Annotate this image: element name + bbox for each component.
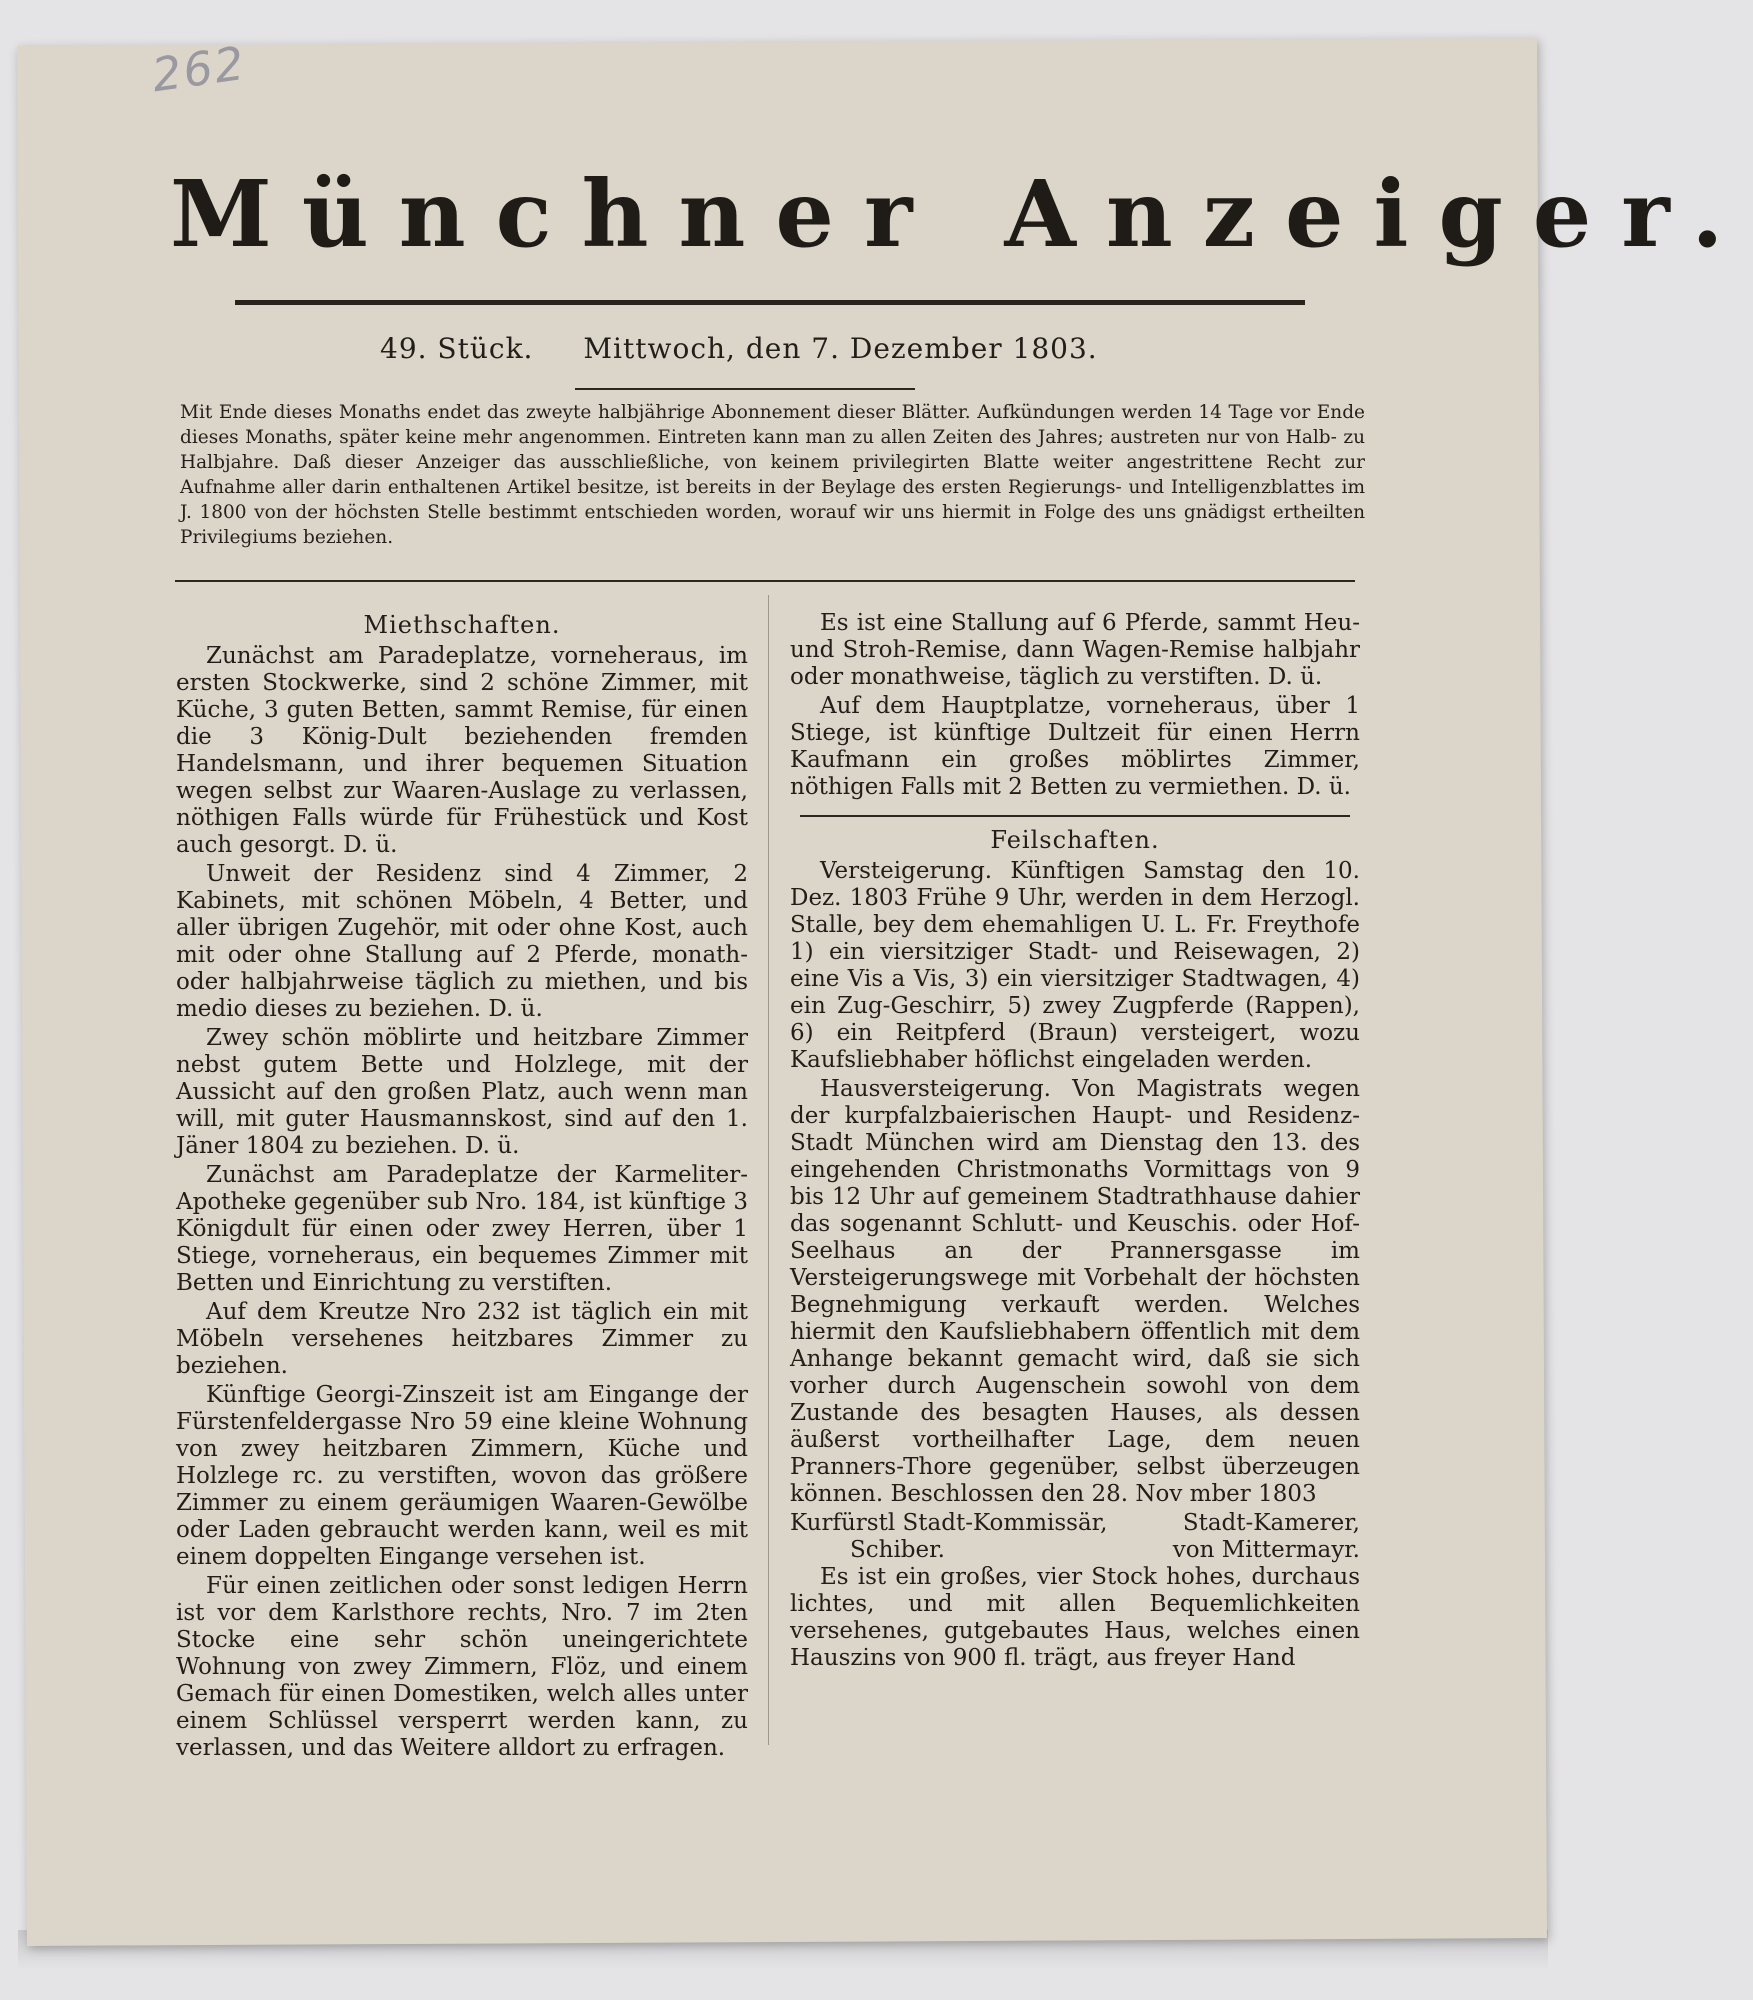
section-heading-feilschaften: Feilschaften. [990,826,1160,854]
masthead-title: Münchner Anzeiger. [170,160,1753,268]
article-paragraph: Künftige Georgi-Zinszeit ist am Eingange der Fürstenfeldergasse Nro 59 eine kleine Wohnung von zwey heitzbaren Zimmern, Küche und Holzlege rc. zu verstiften, wovon das größere Zimmer zu einem geräumigen Waaren-Gewölbe oder Laden gebraucht werden kann, weil es mit einem doppelten Eingange versehen ist. [176,1382,748,1570]
subscription-notice: Mit Ende dieses Monaths endet das zweyte halbjährige Abonnement dieser Blätter. Aufkündungen werden 14 Tage vor Ende dieses Monaths, später keine mehr angenommen. Eintreten kann man zu allen Zeiten des Jahres; austreten nur von Halb- zu Halbjahre. Daß dieser Anzeiger das ausschließliche, von keinem privilegirten Blatte weiter angestrittene Recht zur Aufnahme aller darin enthaltenen Artikel besitze, ist bereits in der Beylage des ersten Regierungs- und Intelligenzblattes im J. 1800 von der höchsten Stelle bestimmt entschieden worden, worauf wir uns hiermit in Folge des uns gnädigst ertheilten Privilegiums beziehen. [180,402,1365,548]
signature-title: Stadt-Kamerer, [1182,1510,1360,1536]
issue-number: 49. Stück. [380,332,534,365]
pencil-annotation: 262 [148,35,250,103]
masthead-rule [235,300,1305,305]
signature-row [790,1510,1360,1537]
column-divider [768,595,769,1745]
left-column [176,610,748,1764]
signature-title: Kurfürstl Stadt-Kommissär, [790,1510,1108,1536]
article-paragraph: Zwey schön möblirte und heitzbare Zimmer nebst gutem Bette und Holzlege, mit der Aussicht auf den großen Platz, auch wenn man will, mit guter Hausmannskost, sind auf den 1. Jäner 1804 zu beziehen. D. ü. [176,1025,748,1159]
article-paragraph: Hausversteigerung. Von Magistrats wegen der kurpfalzbaierischen Haupt- und Residenz-Stadt München wird am Dienstag den 13. des eingehenden Christmonaths Vormittags von 9 bis 12 Uhr auf gemeinem Stadtrathhause dahier das sogenannt Schlutt- und Keuschis. oder Hof-Seelhaus an der Prannersgasse im Versteigerungswege mit Vorbehalt der höchsten Begnehmigung verkauft werden. Welches hiermit den Kaufsliebhabern öffentlich mit dem Anhange bekannt gemacht wird, daß sie sich vorher durch Augenschein sowohl von dem Zustande des besagten Hauses, als dessen äußerst vortheilhafter Lage, dem neuen Pranners-Thore gegenüber, selbst überzeugen können. Beschlossen den 28. Nov mber 1803 [790,1076,1360,1507]
notice-rule [175,580,1355,582]
article-paragraph: Zunächst am Paradeplatze der Karmeliter-Apotheke gegenüber sub Nro. 184, ist künftige 3 Königdult für einen oder zwey Herren, über 1 Stiege, vorneheraus, ein bequemes Zimmer mit Betten und Einrichtung zu verstiften. [176,1162,748,1296]
article-paragraph: Es ist eine Stallung auf 6 Pferde, sammt Heu- und Stroh-Remise, dann Wagen-Remise halbjahr oder monathweise, täglich zu verstiften. D. ü. [790,610,1360,690]
signature-name: von Mittermayr. [1172,1537,1360,1563]
article-paragraph: Auf dem Kreutze Nro 232 ist täglich ein mit Möbeln versehenes heitzbares Zimmer zu beziehen. [176,1299,748,1379]
article-paragraph: Zunächst am Paradeplatze, vorneheraus, im ersten Stockwerke, sind 2 schöne Zimmer, mit Küche, 3 guten Betten, sammt Remise, für einen die 3 König-Dult beziehenden fremden Handelsmann, und ihrer bequemen Situation wegen selbst zur Waaren-Auslage zu verlassen, nöthigen Falls würde für Frühestück und Kost auch gesorgt. D. ü. [176,643,748,858]
article-paragraph: Unweit der Residenz sind 4 Zimmer, 2 Kabinets, mit schönen Möbeln, 4 Better, und aller übrigen Zugehör, mit oder ohne Kost, auch mit oder ohne Stallung auf 2 Pferde, monath- oder halbjahrweise täglich zu miethen, und bis medio dieses zu beziehen. D. ü. [176,861,748,1022]
issue-date: Mittwoch, den 7. Dezember 1803. [583,332,1098,365]
issue-rule [575,388,915,390]
article-paragraph: Für einen zeitlichen oder sonst ledigen Herrn ist vor dem Karlsthore rechts, Nro. 7 im 2ten Stocke eine sehr schön uneingerichtete Wohnung von zwey Zimmern, Flöz, und einem Gemach für einen Domestiken, welch alles unter einem Schlüssel versperrt werden kann, zu verlassen, und das Weitere alldort zu erfragen. [176,1573,748,1761]
right-column [790,610,1360,1674]
issue-line [380,332,1180,365]
section-heading-miethschaften: Miethschaften. [363,611,561,639]
signature-row [790,1537,1360,1564]
section-rule [800,815,1350,817]
article-paragraph: Es ist ein großes, vier Stock hohes, durchaus lichtes, und mit allen Bequemlichkeiten versehenes, gutgebautes Haus, welches einen Hauszins von 900 fl. trägt, aus freyer Hand [790,1564,1360,1671]
article-paragraph: Versteigerung. Künftigen Samstag den 10. Dez. 1803 Frühe 9 Uhr, werden in dem Herzogl. Stalle, bey dem ehemahligen U. L. Fr. Freythofe 1) ein viersitziger Stadt- und Reisewagen, 2) eine Vis a Vis, 3) ein viersitziger Stadtwagen, 4) ein Zug-Geschirr, 5) zwey Zugpferde (Rappen), 6) ein Reitpferd (Braun) versteigert, wozu Kaufsliebhaber höflichst eingeladen werden. [790,858,1360,1073]
signature-name: Schiber. [850,1537,945,1563]
article-paragraph: Auf dem Hauptplatze, vorneheraus, über 1 Stiege, ist künftige Dultzeit für einen Herrn Kaufmann ein großes möblirtes Zimmer, nöthigen Falls mit 2 Betten zu vermiethen. D. ü. [790,693,1360,800]
